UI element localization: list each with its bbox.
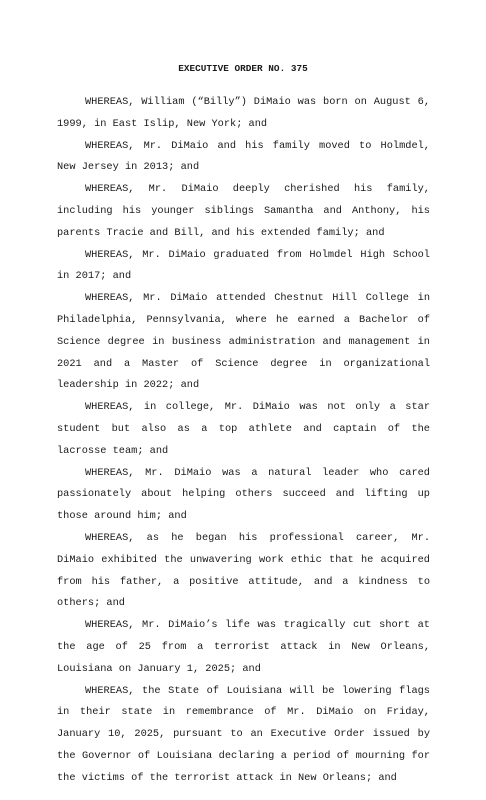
whereas-paragraph: WHEREAS, as he began his professional career, Mr. DiMaio exhibited the unwavering work ethic that he acquired from his father, a positive attitude, and a kindness to others; and <box>57 531 430 610</box>
whereas-paragraph: WHEREAS, Mr. DiMaio graduated from Holmdel High School in 2017; and <box>57 248 430 283</box>
whereas-paragraph: WHEREAS, Mr. DiMaio was a natural leader who cared passionately about helping others succeed and lifting up those around him; and <box>57 466 430 523</box>
whereas-paragraph: WHEREAS, Mr. DiMaio and his family moved to Holmdel, New Jersey in 2013; and <box>57 139 430 174</box>
whereas-paragraph: WHEREAS, in college, Mr. DiMaio was not only a star student but also as a top athlete and captain of the lacrosse team; and <box>57 401 430 457</box>
whereas-paragraph: WHEREAS, the State of Louisiana will be lowering flags in their state in remembrance of Mr. DiMaio on Friday, January 10, 2025, pursuant to an Executive Order issued by the Governor of Louisiana declaring a period of mourning for the victims of the terrorist attack in New Orleans; and <box>57 684 430 784</box>
whereas-paragraph: WHEREAS, Mr. DiMaio’s life was tragically cut short at the age of 25 from a terrorist attack in New Orleans, Louisiana on January 1, 2025; and <box>57 619 430 675</box>
document-body <box>57 92 430 790</box>
whereas-paragraph: WHEREAS, Mr. DiMaio attended Chestnut Hill College in Philadelphia, Pennsylvania, where he earned a Bachelor of Science degree in business administration and management in 2021 and a Master of Science degree in organizational leadership in 2022; and <box>57 292 430 392</box>
whereas-paragraph: WHEREAS, William (“Billy”) DiMaio was born on August 6, 1999, in East Islip, New York; and <box>57 96 430 130</box>
document-title: EXECUTIVE ORDER NO. 375 <box>178 63 308 74</box>
whereas-paragraph: WHEREAS, Mr. DiMaio deeply cherished his family, including his younger siblings Samantha and Anthony, his parents Tracie and Bill, and his extended family; and <box>57 183 430 239</box>
